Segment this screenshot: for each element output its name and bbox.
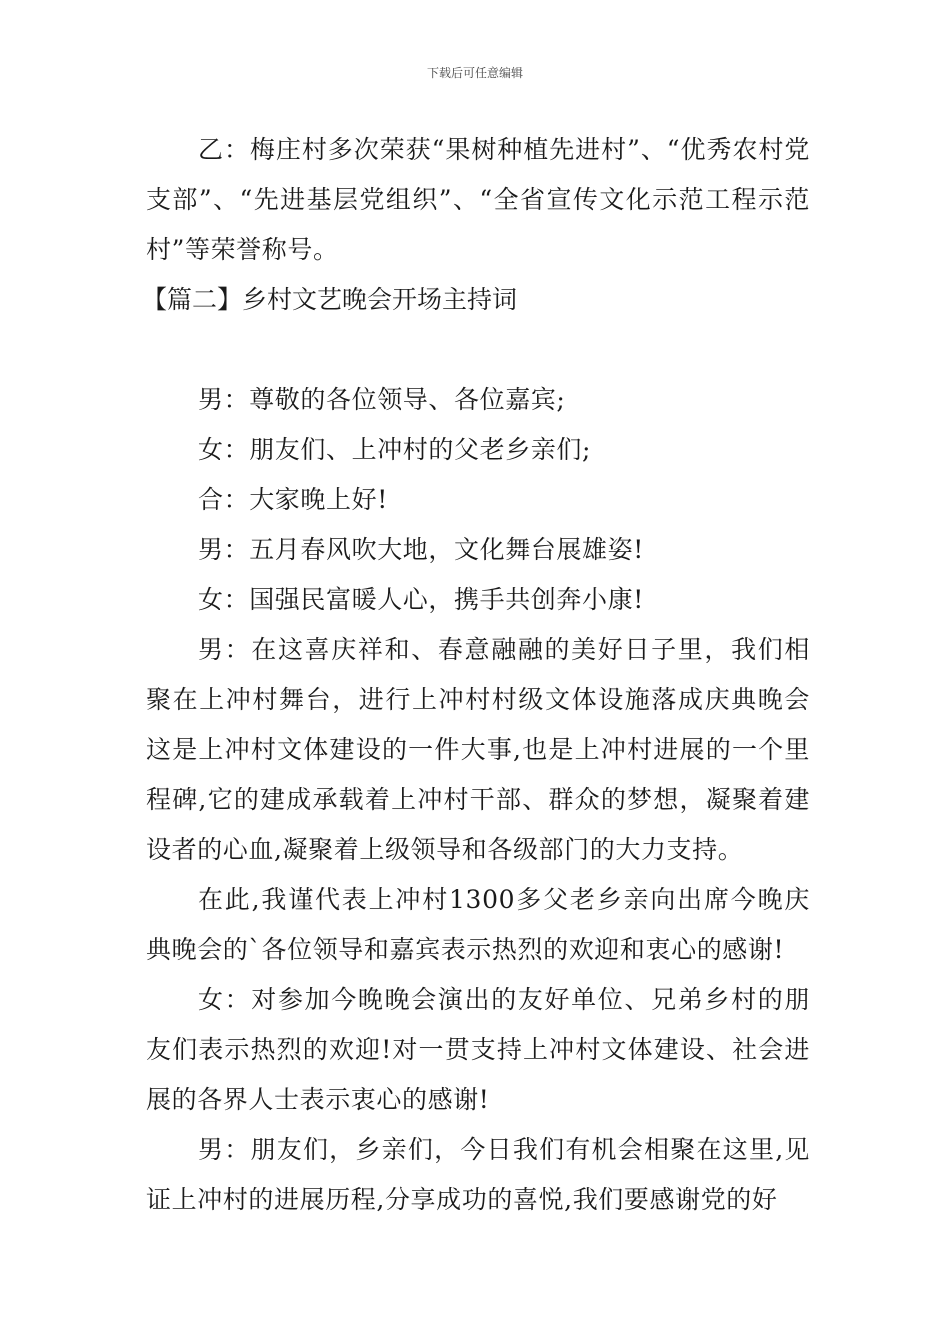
header-note: 下载后可任意编辑: [426, 66, 523, 80]
paragraph: 男：尊敬的各位领导、各位嘉宾;: [198, 385, 566, 414]
paragraph: 女：对参加今晚晚会演出的友好单位、兄弟乡村的朋友们表示热烈的欢迎!对一贯支持上冲村文体建设、社会进展的各界人士表示衷心的感谢!: [146, 985, 810, 1114]
section-heading: 【篇二】乡村文艺晚会开场主持词: [142, 285, 518, 314]
paragraph: 女：朋友们、上冲村的父老乡亲们;: [198, 435, 592, 464]
paragraph: 男：五月春风吹大地，文化舞台展雄姿!: [198, 535, 644, 564]
paragraph: 男：朋友们，乡亲们，今日我们有机会相聚在这里,见证上冲村的进展历程,分享成功的喜悦,我们要感谢党的好: [146, 1135, 810, 1214]
paragraph: 乙：梅庄村多次荣获“果树种植先进村”、“优秀农村党支部”、“先进基层党组织”、“全省宣传文化示范工程示范村”等荣誉称号。: [146, 135, 810, 264]
paragraph: 在此,我谨代表上冲村1300多父老乡亲向出席今晚庆典晚会的`各位领导和嘉宾表示热烈的欢迎和衷心的感谢!: [146, 885, 810, 964]
paragraph: 男：在这喜庆祥和、春意融融的美好日子里，我们相聚在上冲村舞台，进行上冲村村级文体设施落成庆典晚会这是上冲村文体建设的一件大事,也是上冲村进展的一个里程碑,它的建成承载着上冲村干部、群众的梦想，凝聚着建设者的心血,凝聚着上级领导和各级部门的大力支持。: [146, 635, 810, 864]
blank-line: [146, 325, 810, 375]
paragraph: 合：大家晚上好!: [198, 485, 388, 514]
paragraph: 女：国强民富暖人心，携手共创奔小康!: [198, 585, 644, 614]
document-body: [142, 125, 810, 1225]
